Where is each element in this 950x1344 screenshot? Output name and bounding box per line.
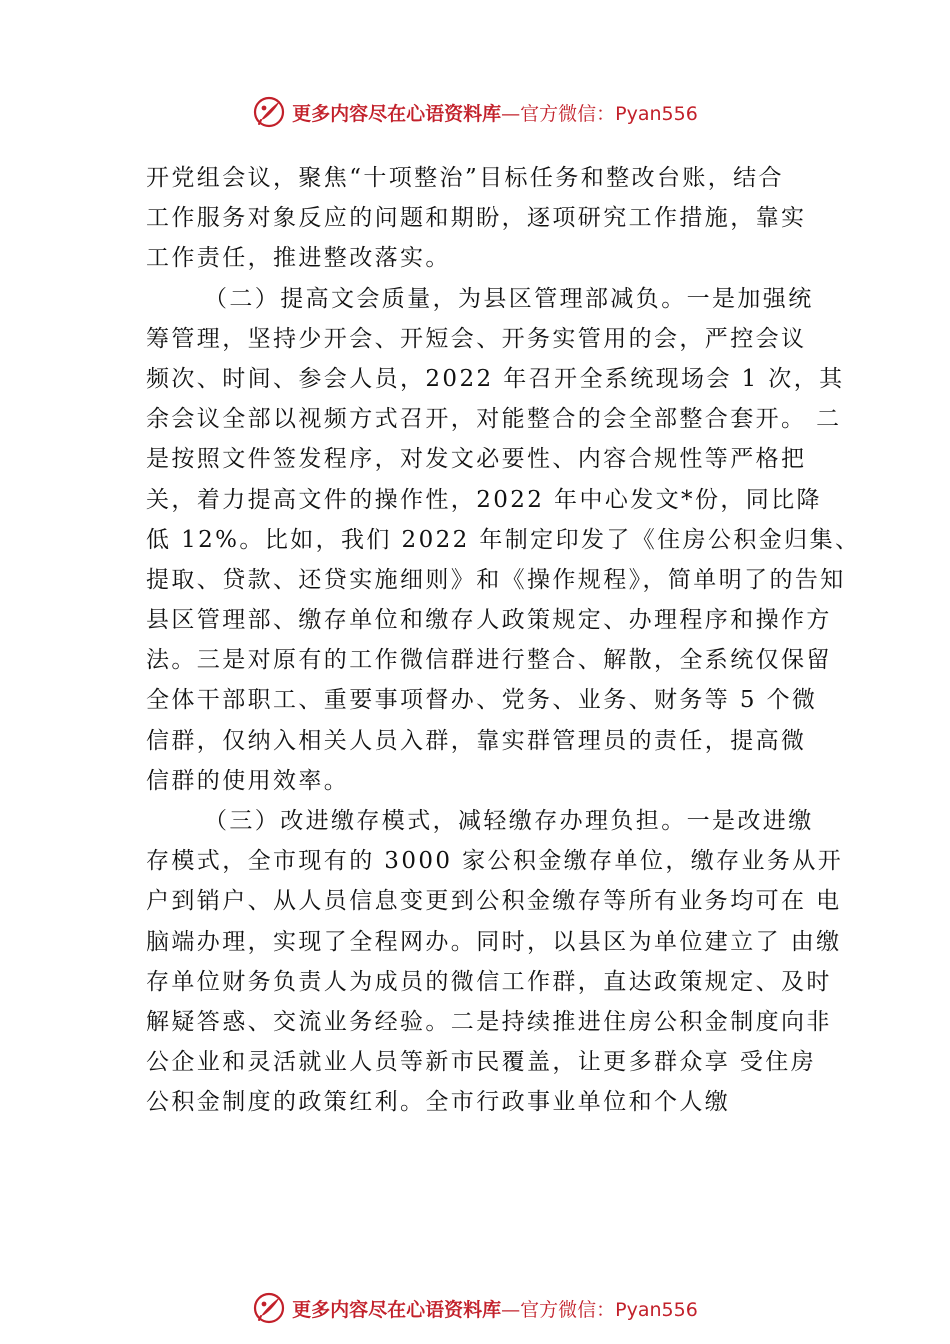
body-line: （二）提高文会质量，为县区管理部减负。一是加强统 — [204, 285, 814, 312]
quill-pen-logo-icon — [252, 1291, 286, 1325]
body-line: 户到销户、从人员信息变更到公积金缴存等所有业务均可在 电 — [146, 888, 842, 915]
body-line: 是按照文件签发程序，对发文必要性、内容合规性等严格把 — [146, 446, 807, 473]
body-line: 公企业和灵活就业人员等新市民覆盖，让更多群众享 受住房 — [146, 1049, 817, 1076]
body-line: 县区管理部、缴存单位和缴存人政策规定、办理程序和操作方 — [146, 607, 832, 634]
body-line: 法。三是对原有的工作微信群进行整合、解散，全系统仅保留 — [146, 647, 832, 674]
footer-wechat-text: 官方微信：Pyan556 — [520, 1298, 698, 1321]
header-wechat-text: 官方微信：Pyan556 — [520, 102, 698, 125]
body-line: 全体干部职工、重要事项督办、党务、业务、财务等 5 个微 — [146, 687, 818, 714]
body-line: 工作责任，推进整改落实。 — [146, 245, 451, 272]
body-line: 信群的使用效率。 — [146, 767, 350, 794]
body-line: 解疑答惑、交流业务经验。二是持续推进住房公积金制度向非 — [146, 1008, 832, 1035]
footer-separator: — — [501, 1298, 521, 1321]
header-banner-text — [292, 99, 698, 126]
body-line: 余会议全部以视频方式召开，对能整合的会全部整合套开。 二 — [146, 406, 842, 433]
body-line: 存单位财务负责人为成员的微信工作群，直达政策规定、及时 — [146, 968, 832, 995]
footer-banner-text — [292, 1295, 698, 1322]
footer-banner — [0, 1288, 950, 1328]
header-separator: — — [501, 102, 521, 125]
body-line: 开党组会议，聚焦“十项整治”目标任务和整改台账，结合 — [146, 165, 784, 191]
body-line: 低 12%。比如，我们 2022 年制定印发了《住房公积金归集、 — [146, 526, 861, 553]
quill-pen-logo-icon — [252, 95, 286, 129]
body-line: 关，着力提高文件的操作性，2022 年中心发文*份，同比降 — [146, 486, 822, 513]
body-line: 提取、贷款、还贷实施细则》和《操作规程》，简单明了的告知 — [146, 566, 846, 593]
body-line: 工作服务对象反应的问题和期盼，逐项研究工作措施，靠实 — [146, 205, 807, 232]
body-line: 存模式，全市现有的 3000 家公积金缴存单位，缴存业务从开 — [146, 848, 844, 875]
footer-brand-text: 更多内容尽在心语资料库 — [292, 1298, 502, 1321]
body-line: 频次、时间、参会人员，2022 年召开全系统现场会 1 次，其 — [146, 365, 845, 392]
body-line: 信群，仅纳入相关人员入群，靠实群管理员的责任，提高微 — [146, 727, 807, 754]
body-line: 脑端办理，实现了全程网办。同时，以县区为单位建立了 由缴 — [146, 928, 842, 955]
header-banner — [0, 92, 950, 132]
body-line: 筹管理，坚持少开会、开短会、开务实管用的会，严控会议 — [146, 325, 807, 352]
document-body — [146, 158, 861, 1123]
header-brand-text: 更多内容尽在心语资料库 — [292, 102, 502, 125]
body-line: （三）改进缴存模式，减轻缴存办理负担。一是改进缴 — [204, 808, 814, 834]
body-line: 公积金制度的政策红利。全市行政事业单位和个人缴 — [146, 1089, 731, 1116]
